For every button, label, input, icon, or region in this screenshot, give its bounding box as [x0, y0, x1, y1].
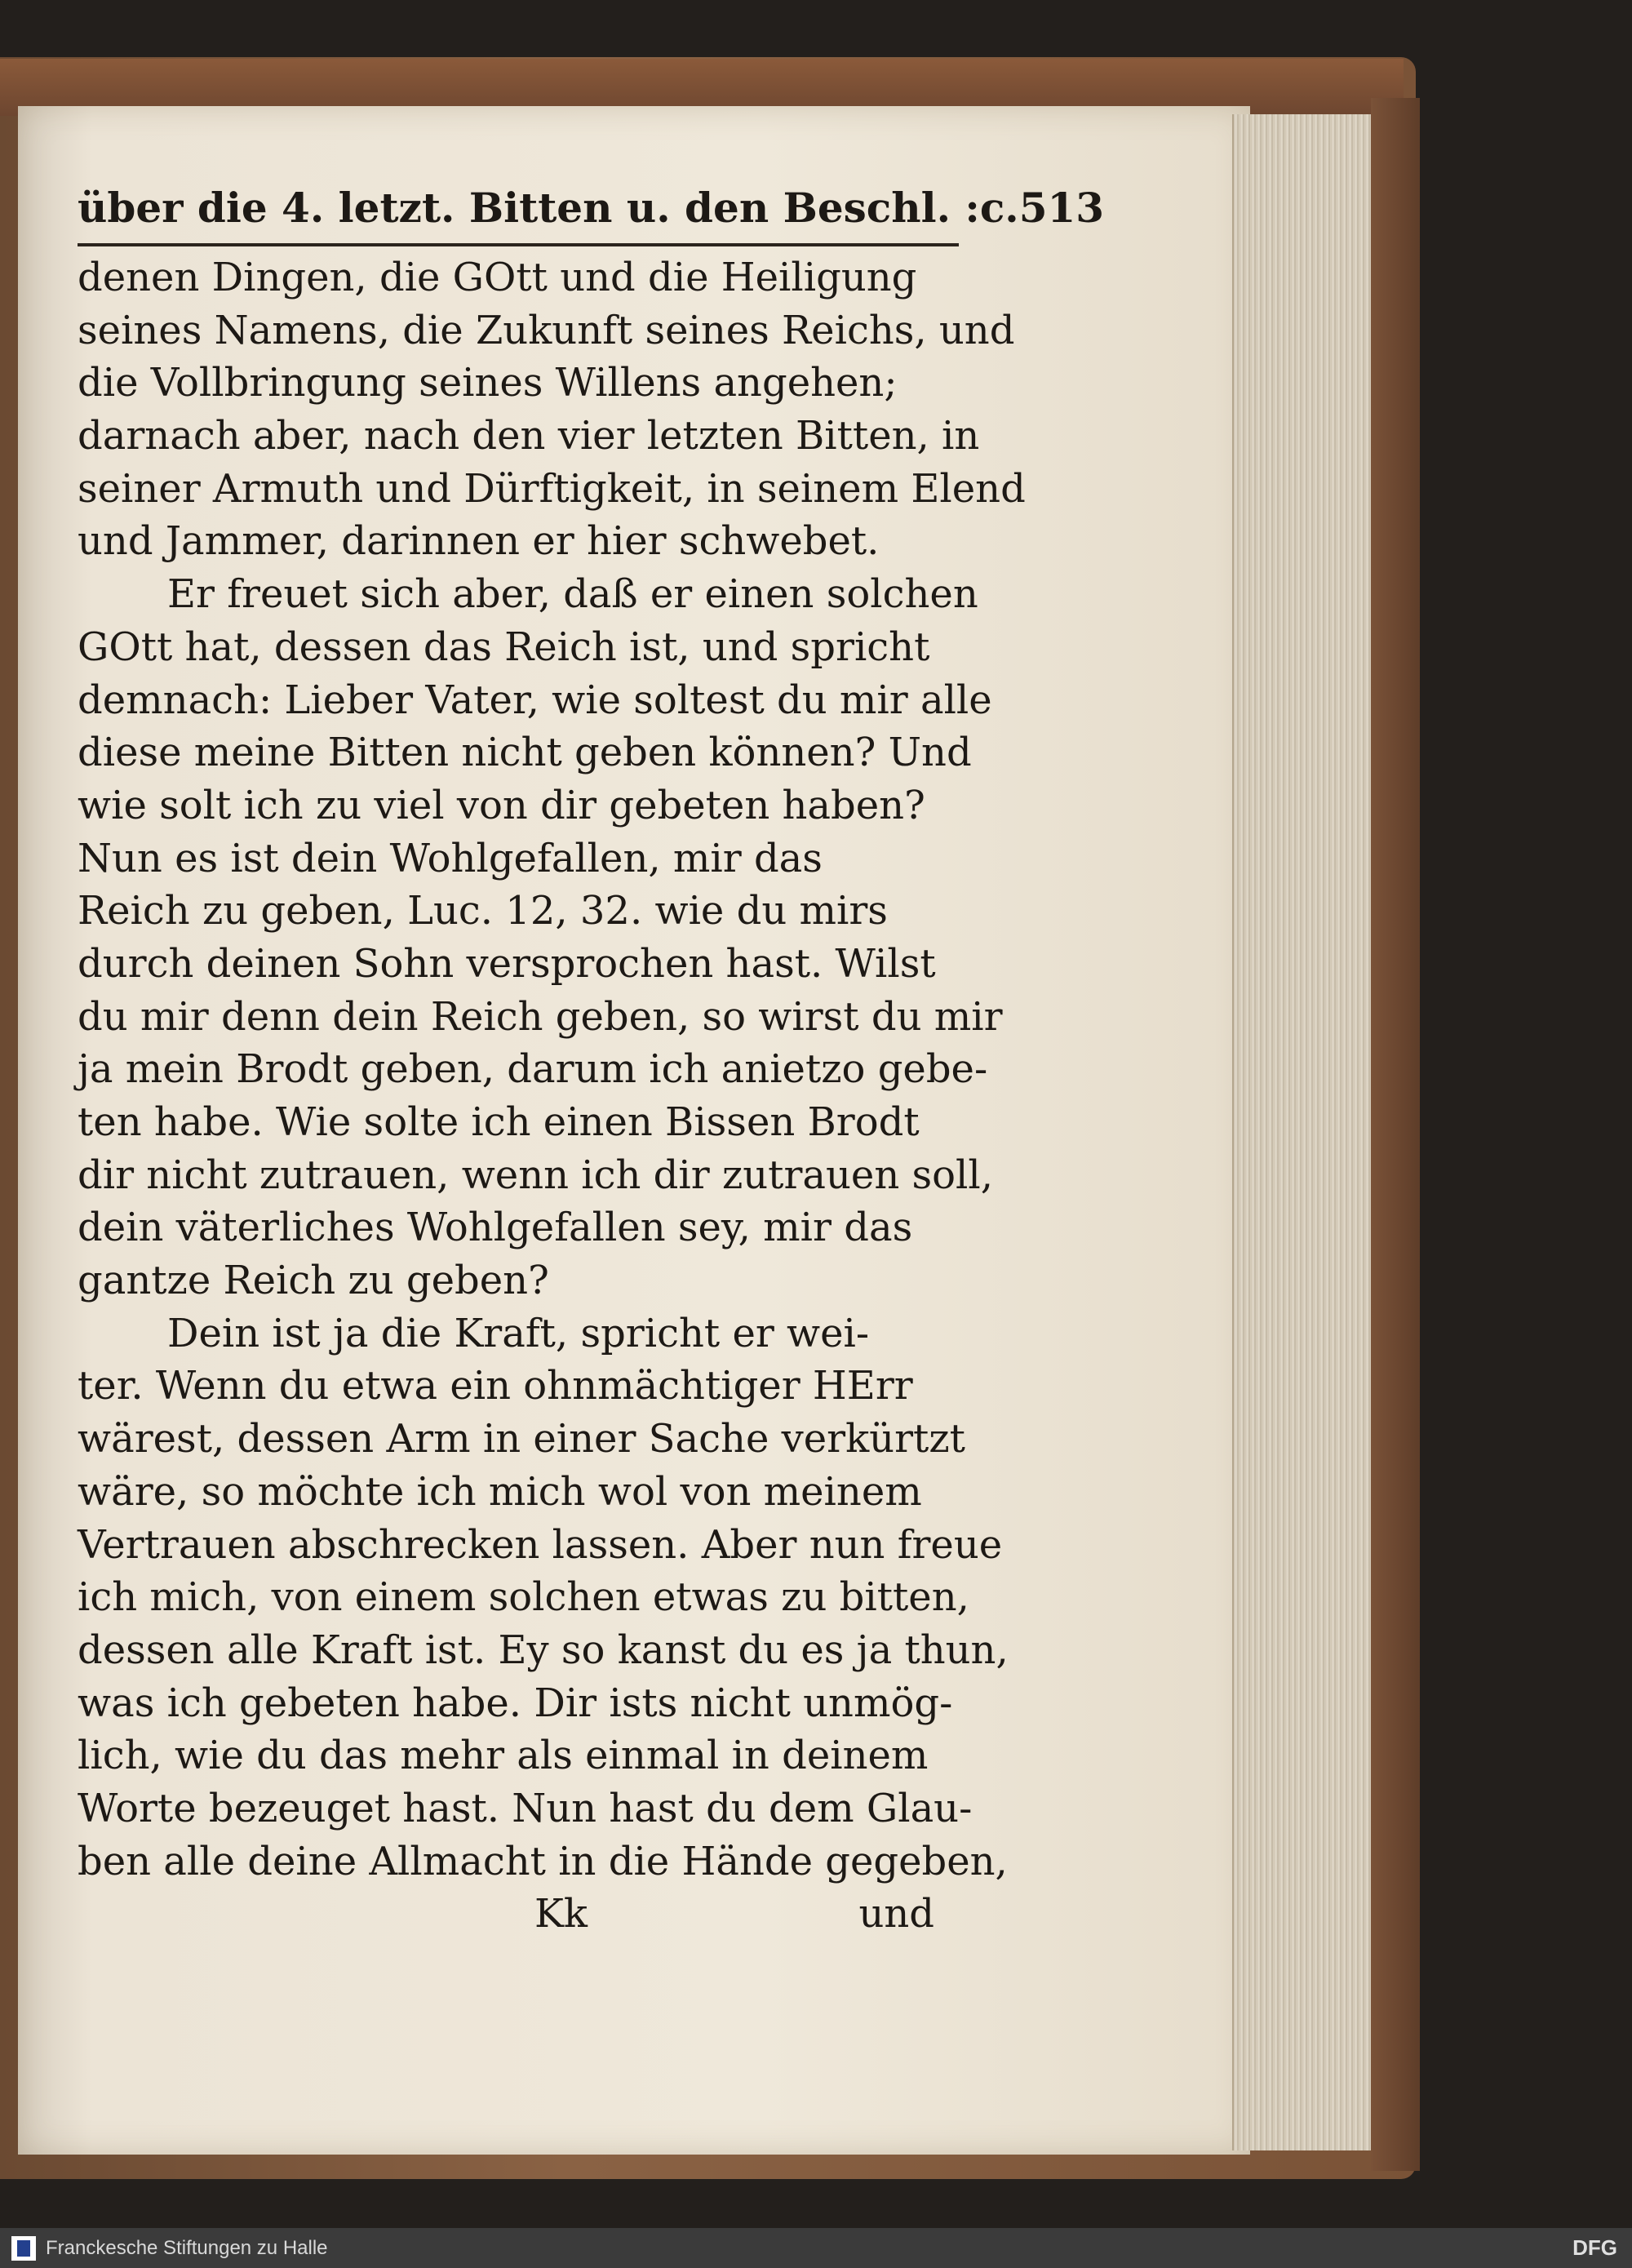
text-line: wärest, dessen Arm in einer Sache verkürtzt — [78, 1416, 965, 1462]
text-line: dir nicht zutrauen, wenn ich dir zutrauen soll, — [78, 1152, 993, 1198]
text-line: wie solt ich zu viel von dir gebeten haben? — [78, 782, 925, 828]
funder-logo[interactable]: DFG — [1572, 2235, 1617, 2260]
text-line: dein väterliches Wohlgefallen sey, mir das — [78, 1205, 913, 1251]
text-line: seiner Armuth und Dürftigkeit, in seinem Elend — [78, 465, 1026, 512]
text-line: Dein ist ja die Kraft, spricht er wei- — [167, 1310, 870, 1356]
text-line: du mir denn dein Reich geben, so wirst du mir — [78, 993, 1003, 1040]
page-edges — [1232, 114, 1373, 2150]
header-rule — [78, 243, 959, 246]
text-line: demnach: Lieber Vater, wie soltest du mir alle — [78, 677, 992, 723]
text-line: ja mein Brodt geben, darum ich anietzo gebe- — [78, 1046, 988, 1093]
text-line: ich mich, von einem solchen etwas zu bitten, — [78, 1574, 969, 1621]
institution-credit[interactable] — [0, 2236, 328, 2261]
page-footer — [78, 1888, 959, 1940]
text-line: ten habe. Wie solte ich einen Bissen Brodt — [78, 1099, 920, 1145]
text-line: GOtt hat, dessen das Reich ist, und spricht — [78, 624, 930, 670]
text-line: gantze Reich zu geben? — [78, 1258, 549, 1304]
text-line: seines Namens, die Zukunft seines Reichs, und — [78, 307, 1015, 353]
text-line: durch deinen Sohn versprochen hast. Wilst — [78, 940, 936, 987]
cover-back-edge — [1371, 98, 1420, 2171]
text-line: lich, wie du das mehr als einmal in deinem — [78, 1733, 929, 1779]
text-line: die Vollbringung seines Willens angehen; — [78, 360, 898, 406]
signature-mark: Kk — [534, 1891, 588, 1937]
text-line: ben alle deine Allmacht in die Hände gegeben, — [78, 1838, 1008, 1884]
text-line: Er freuet sich aber, daß er einen solchen — [167, 571, 978, 618]
viewer-footer-bar — [0, 2228, 1632, 2268]
institution-logo-icon — [11, 2236, 36, 2261]
text-line: Worte bezeuget hast. Nun hast du dem Glau- — [78, 1785, 973, 1831]
page-text-block — [78, 184, 1105, 1940]
text-line: denen Dingen, die GOtt und die Heiligung — [78, 255, 917, 300]
catchword: und — [858, 1891, 934, 1937]
text-line: was ich gebeten habe. Dir ists nicht unmög- — [78, 1680, 953, 1726]
text-line: dessen alle Kraft ist. Ey so kanst du es ja thun, — [78, 1627, 1009, 1673]
page-number: 513 — [1018, 184, 1105, 232]
body-text — [78, 251, 1026, 1888]
text-line: darnach aber, nach den vier letzten Bitten, in — [78, 413, 980, 459]
text-line: Reich zu geben, Luc. 12, 32. wie du mirs — [78, 888, 888, 934]
institution-name: Franckesche Stiftungen zu Halle — [46, 2236, 328, 2259]
running-header-title: über die 4. letzt. Bitten u. den Beschl. :c. — [78, 184, 1019, 232]
text-line: wäre, so möchte ich mich wol von meinem — [78, 1468, 922, 1515]
running-header — [78, 184, 1105, 232]
text-line: und Jammer, darinnen er hier schwebet. — [78, 518, 880, 565]
text-line: Vertrauen abschrecken lassen. Aber nun freue — [78, 1521, 1003, 1568]
text-line: ter. Wenn du etwa ein ohnmächtiger HErr — [78, 1363, 913, 1409]
text-line: diese meine Bitten nicht geben können? Und — [78, 730, 972, 776]
text-line: Nun es ist dein Wohlgefallen, mir das — [78, 835, 823, 881]
